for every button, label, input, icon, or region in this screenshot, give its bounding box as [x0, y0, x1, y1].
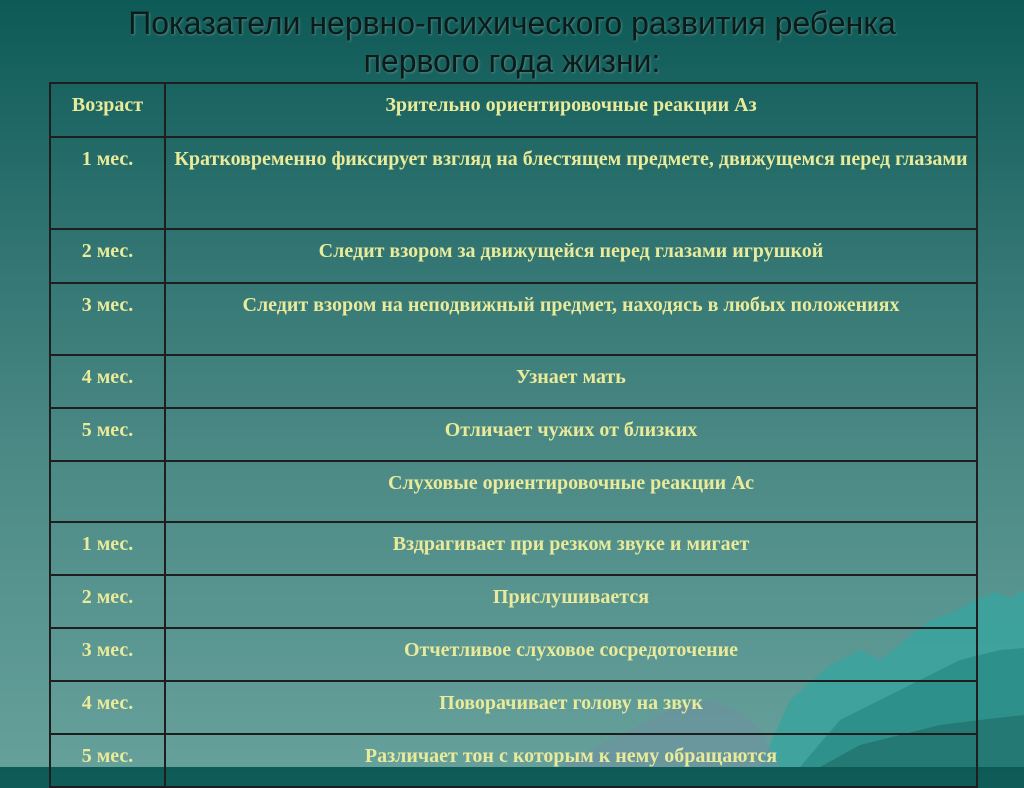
age-cell: 2 мес. [50, 229, 165, 283]
auditory-reactions-header: Слуховые ориентировочные реакции Ас [165, 461, 977, 522]
age-cell: 3 мес. [50, 283, 165, 355]
age-cell: 1 мес. [50, 137, 165, 229]
slide-title [0, 4, 1024, 80]
description-cell: Вздрагивает при резком звуке и мигает [165, 522, 977, 575]
table-row [50, 229, 977, 283]
description-cell: Прислушивается [165, 575, 977, 628]
age-cell: 5 мес. [50, 734, 165, 787]
description-cell: Следит взором на неподвижный предмет, находясь в любых положениях [165, 283, 977, 355]
description-cell: Поворачивает голову на звук [165, 681, 977, 734]
table-row [50, 408, 977, 461]
development-table [49, 82, 978, 788]
title-line-2: первого года жизни: [363, 43, 661, 79]
description-cell: Различает тон с которым к нему обращаются [165, 734, 977, 787]
table-row [50, 355, 977, 408]
age-cell: 2 мес. [50, 575, 165, 628]
visual-reactions-header: Зрительно ориентировочные реакции Аз [165, 83, 977, 137]
age-cell: 1 мес. [50, 522, 165, 575]
table-row [50, 575, 977, 628]
description-cell: Узнает мать [165, 355, 977, 408]
table-row [50, 522, 977, 575]
table-section-header-row [50, 461, 977, 522]
age-cell: 4 мес. [50, 355, 165, 408]
age-cell: 5 мес. [50, 408, 165, 461]
table-row [50, 734, 977, 787]
title-line-1: Показатели нервно-психического развития ребенка [128, 5, 896, 41]
age-column-header: Возраст [50, 83, 165, 137]
description-cell: Кратковременно фиксирует взгляд на блестящем предмете, движущемся перед глазами [165, 137, 977, 229]
age-cell-empty [50, 461, 165, 522]
table-row [50, 628, 977, 681]
age-cell: 3 мес. [50, 628, 165, 681]
table-row [50, 137, 977, 229]
table-row [50, 681, 977, 734]
description-cell: Следит взором за движущейся перед глазами игрушкой [165, 229, 977, 283]
description-cell: Отличает чужих от близких [165, 408, 977, 461]
table-row [50, 283, 977, 355]
table-header-row [50, 83, 977, 137]
description-cell: Отчетливое слуховое сосредоточение [165, 628, 977, 681]
age-cell: 4 мес. [50, 681, 165, 734]
